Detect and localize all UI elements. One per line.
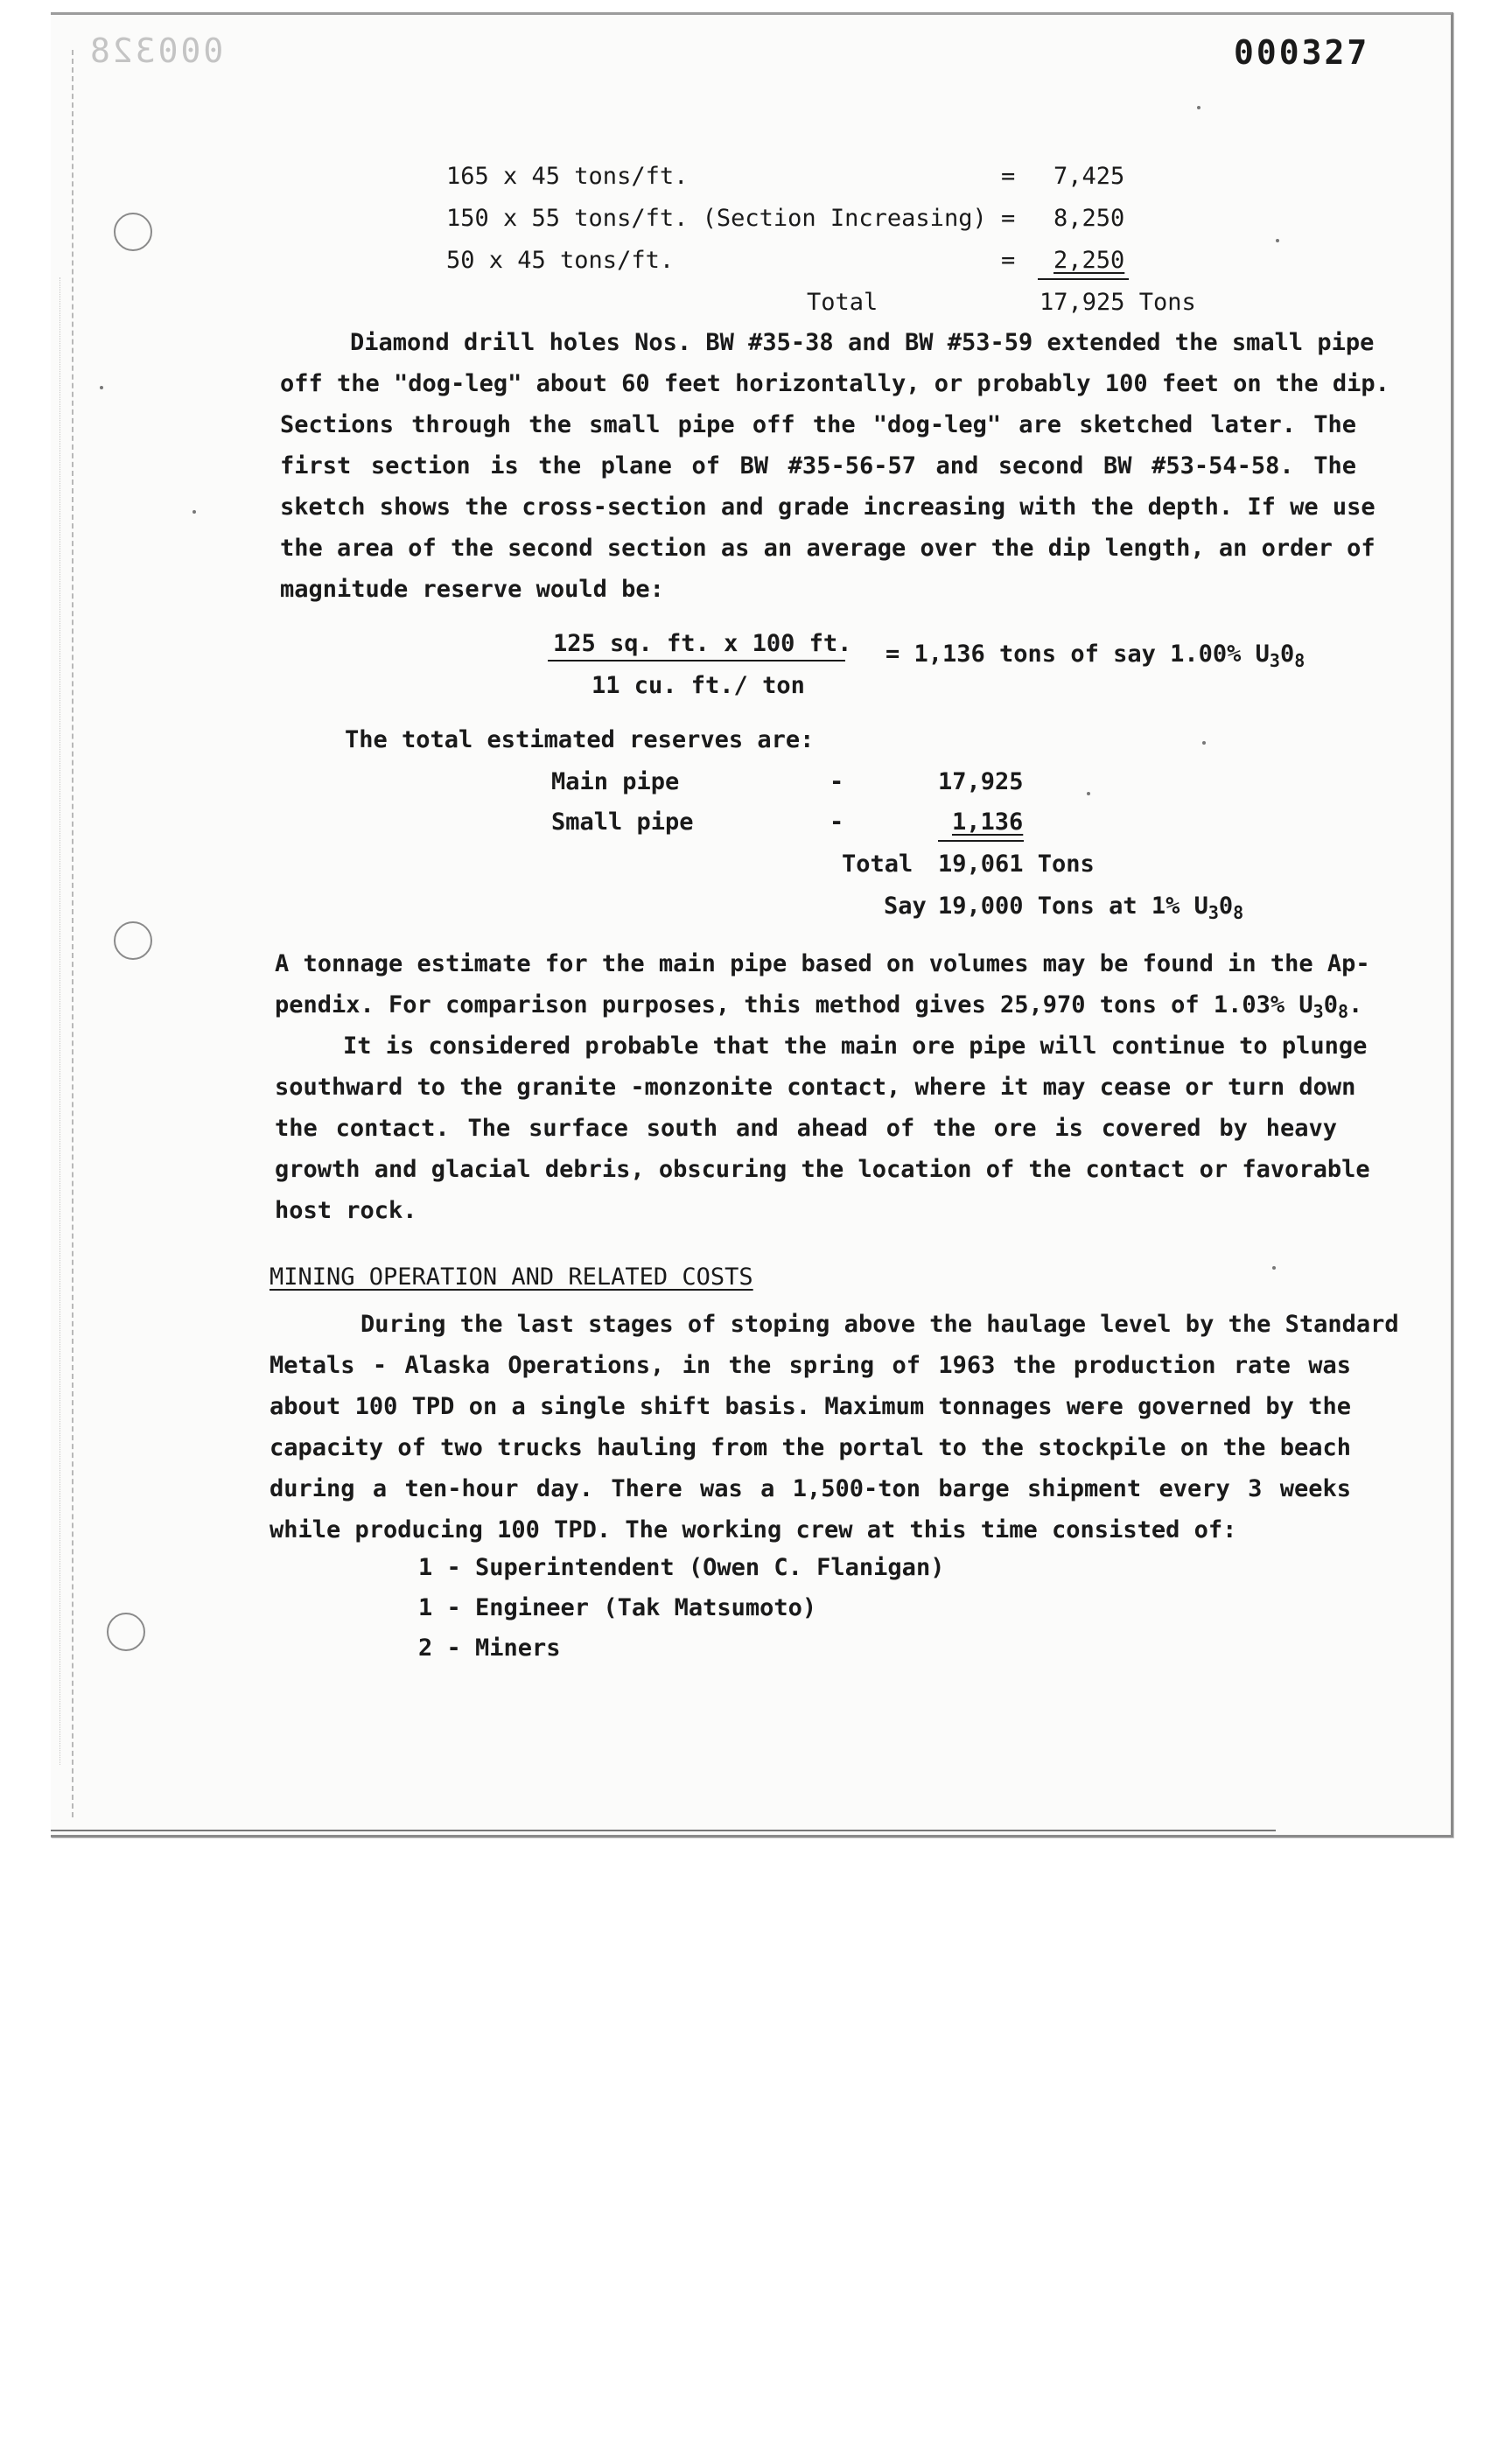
paragraph-mining-operation [270,1304,1399,1550]
text-line: off the "dog-leg" about 60 feet horizontally, or probably 100 feet on the dip. [280,370,1390,397]
formula-denominator: 11 cu. ft./ ton [592,672,805,699]
crew-item: 2 - Miners [418,1634,561,1662]
text-line: pendix. For comparison purposes, this method gives 25,970 tons of 1.03% $U_30_8$. [275,991,1363,1022]
page-number-stamp: 000327 [1234,33,1370,72]
text-line: capacity of two trucks hauling from the portal to the stockpile on the beach [270,1434,1351,1461]
text-line: the area of the second section as an average over the dip length, an order of [280,535,1376,562]
text-line: the contact. The surface south and ahead of the ore is covered by heavy [275,1115,1337,1142]
text-line: growth and glacial debris, obscuring the location of the contact or favorable [275,1156,1370,1183]
punch-hole [114,921,152,960]
text-line: magnitude reserve would be: [280,576,664,603]
text-line: during a ten-hour day. There was a 1,500-ton barge shipment every 3 weeks [270,1475,1351,1502]
calc-total-label: Total [807,289,878,316]
calc-row-desc: 165 x 45 tons/ft. [446,163,689,190]
reserves-heading: The total estimated reserves are: [345,726,815,753]
text-line: Sections through the small pipe off the "dog-leg" are sketched later. The [280,411,1356,438]
bleed-through-stamp: 000328 [88,32,224,70]
calc-row-value: 7,425 [1054,163,1125,190]
reserves-row-dash: - [830,768,844,795]
calc-row-eq: = [1001,163,1016,190]
calc-row-desc: 150 x 55 tons/ft. (Section Increasing) [446,205,987,232]
text-line: Diamond drill holes Nos. BW #35-38 and BW #53-59 extended the small pipe [350,329,1375,356]
page-bottom-edge [51,1830,1276,1831]
reserves-say-label: Say [884,892,927,920]
text-line: Metals - Alaska Operations, in the spring of 1963 the production rate was [270,1352,1351,1379]
paragraph-ore-pipe [275,1026,1370,1231]
reserves-row-dash: - [830,808,844,836]
text-line: A tonnage estimate for the main pipe based on volumes may be found in the Ap- [275,950,1370,977]
text-line: while producing 100 TPD. The working crew at this time consisted of: [270,1516,1237,1544]
fraction-bar [548,660,845,662]
reserves-row-label: Small pipe [551,808,694,836]
calc-total-value: 17,925 Tons [1040,289,1196,316]
text-line: host rock. [275,1197,417,1224]
text-line: It is considered probable that the main ore pipe will continue to plunge [343,1032,1368,1060]
formula-result: = 1,136 tons of say 1.00% $U_30_8$ [886,640,1306,671]
calc-sum-rule [1038,278,1129,280]
reserves-sum-rule [938,840,1024,842]
reserves-total-label: Total [842,850,914,878]
page-edge-shadow [72,50,74,1817]
paragraph-drill-holes [280,322,1390,610]
calc-row-value: 2,250 [1054,247,1125,274]
reserves-row-value: 1,136 [952,808,1024,836]
formula-numerator: 125 sq. ft. x 100 ft. [553,630,852,657]
text-line: about 100 TPD on a single shift basis. Maximum tonnages were governed by the [270,1393,1351,1420]
crew-item: 1 - Engineer (Tak Matsumoto) [418,1594,817,1621]
paragraph-tonnage-estimate [275,943,1370,1032]
calc-row-desc: 50 x 45 tons/ft. [446,247,675,274]
punch-hole [114,213,152,251]
calc-row-eq: = [1001,205,1016,232]
calc-row-eq: = [1001,247,1016,274]
text-line: sketch shows the cross-section and grade increasing with the depth. If we use [280,494,1376,521]
text-line: first section is the plane of BW #35-56-57 and second BW #53-54-58. The [280,452,1356,480]
punch-hole [107,1613,145,1651]
text-line: southward to the granite -monzonite contact, where it may cease or turn down [275,1074,1356,1101]
calc-row-value: 8,250 [1054,205,1125,232]
crew-item: 1 - Superintendent (Owen C. Flanigan) [418,1554,945,1581]
text-line: During the last stages of stoping above the haulage level by the Standard [360,1311,1399,1338]
section-heading: MINING OPERATION AND RELATED COSTS [270,1264,753,1291]
reserves-total-value: 19,061 Tons [938,850,1095,878]
reserves-say-value: 19,000 Tons at 1% $U_30_8$ [938,892,1244,923]
reserves-row-label: Main pipe [551,768,680,795]
reserves-row-value: 17,925 [938,768,1024,795]
